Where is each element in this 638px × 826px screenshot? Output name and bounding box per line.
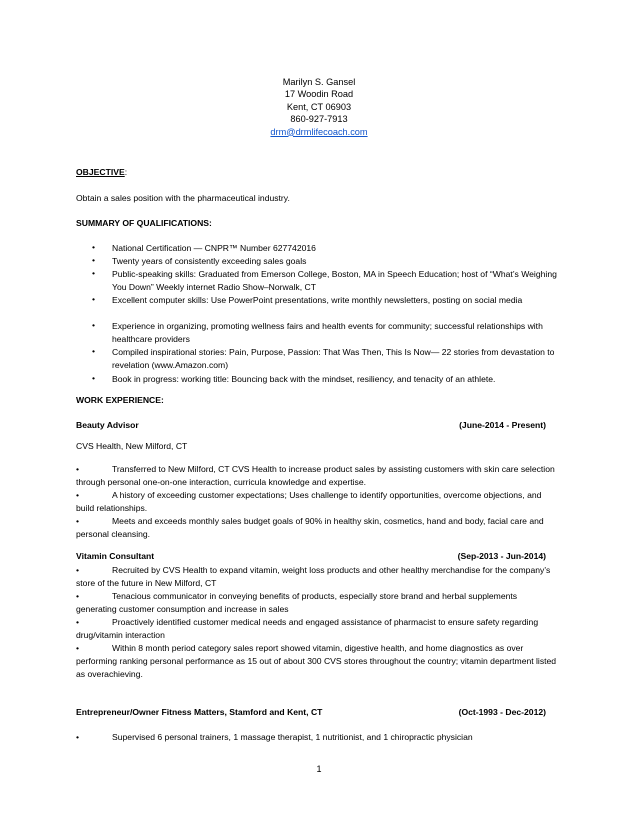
objective-text: Obtain a sales position with the pharmaceutical industry. (76, 193, 290, 203)
bullet: • (76, 565, 80, 575)
job-title: Entrepreneur/Owner Fitness Matters, Stamford and Kent, CT (76, 707, 323, 717)
bullet: • (92, 294, 96, 304)
summary-heading: SUMMARY OF QUALIFICATIONS: (76, 218, 212, 228)
job-bullet (76, 590, 560, 616)
job-header (76, 420, 546, 430)
qualification-item: Excellent computer skills: Use PowerPoint presentations, write monthly newsletters, posting on social media (112, 295, 523, 305)
work-heading: WORK EXPERIENCE: (76, 395, 164, 405)
address-line-1: 17 Woodin Road (284, 89, 354, 100)
job-bullet (76, 489, 560, 515)
job-bullet (76, 642, 560, 681)
bullet: • (92, 373, 96, 383)
phone-number: 860-927-7913 (290, 114, 348, 125)
qualification-item: Book in progress: working title: Bouncing back with the mindset, resiliency, and tenacity of an athlete. (112, 374, 496, 384)
bullet: • (76, 732, 80, 742)
job-dates: (Sep-2013 - Jun-2014) (457, 551, 546, 561)
job-bullet-text: A history of exceeding customer expectations; Uses challenge to identify opportunities, overcome objections, and build relationships. (76, 490, 542, 513)
job-bullet-text: Meets and exceeds monthly sales budget goals of 90% in healthy skin, cosmetics, hand and body, facial care and personal cleansing. (76, 516, 544, 539)
bullet: • (76, 617, 80, 627)
objective-heading-line (76, 166, 562, 178)
job-dates: (June-2014 - Present) (459, 420, 546, 430)
bullet: • (92, 242, 96, 252)
page-number: 1 (316, 764, 322, 774)
job-bullet (76, 616, 560, 642)
bullet: • (76, 464, 80, 474)
bullet: • (76, 490, 80, 500)
qualification-item: National Certification — CNPR™ Number 627742016 (112, 243, 316, 253)
job-company: CVS Health, New Milford, CT (76, 441, 188, 451)
job-header (76, 551, 546, 561)
job-bullet (76, 564, 560, 590)
address-line-2: Kent, CT 06903 (286, 101, 352, 112)
job-header (76, 707, 546, 717)
email-link[interactable]: drm@drmlifecoach.com (270, 126, 368, 137)
bullet: • (92, 255, 96, 265)
job-dates: (Oct-1993 - Dec-2012) (458, 707, 546, 717)
qualification-item: Experience in organizing, promoting wellness fairs and health events for community; successful relationships with healthcare providers (112, 321, 543, 344)
job-bullet (76, 731, 560, 744)
candidate-name: Marilyn S. Gansel (282, 77, 356, 87)
bullet: • (92, 320, 96, 330)
qualification-item: Public-speaking skills: Graduated from Emerson College, Boston, MA in Speech Education; host of “What’s Weighing You Down” Weekly internet Radio Show–Norwalk, CT (112, 269, 557, 292)
job-bullet (76, 463, 560, 489)
bullet: • (92, 268, 96, 278)
job-bullet (76, 515, 560, 541)
job-bullet-text: Tenacious communicator in conveying benefits of products, especially store brand and herbal supplements generating customer consumption and increase in sales (76, 591, 518, 614)
job-bullet-text: Recruited by CVS Health to expand vitamin, weight loss products and other healthy merchandise for the company’s store of the future in New Milford, CT (76, 565, 551, 588)
bullet: • (76, 643, 80, 653)
job-bullet-text: Proactively identified customer medical needs and engaged assistance of pharmacist to ensure safety regarding drug/vitamin interaction (76, 617, 539, 640)
job-bullet-text: Within 8 month period category sales report showed vitamin, digestive health, and home diagnostics as over performing ranking personal performance as 15 out of about 300 CVS stores throughout the country; vitamin department listed as overachieving. (76, 643, 557, 679)
contact-header (0, 76, 638, 138)
qualification-item: Compiled inspirational stories: Pain, Purpose, Passion: That Was Then, This Is Now— 22 stories from devastation to revelation (www.Amazon.com) (112, 347, 555, 370)
qualification-item: Twenty years of consistently exceeding sales goals (112, 256, 307, 266)
bullet: • (92, 346, 96, 356)
objective-colon: : (124, 167, 128, 177)
job-bullet-text: Transferred to New Milford, CT CVS Health to increase product sales by assisting customers with skin care selection through personal one-on-one interaction, curricula knowledge and expertise. (76, 464, 555, 487)
bullet: • (76, 591, 80, 601)
job-bullet-text: Supervised 6 personal trainers, 1 massage therapist, 1 nutritionist, and 1 chiropractic physician (112, 732, 473, 742)
bullet: • (76, 516, 80, 526)
job-title: Vitamin Consultant (76, 551, 155, 561)
objective-heading: OBJECTIVE (76, 167, 125, 177)
job-title: Beauty Advisor (76, 420, 139, 430)
